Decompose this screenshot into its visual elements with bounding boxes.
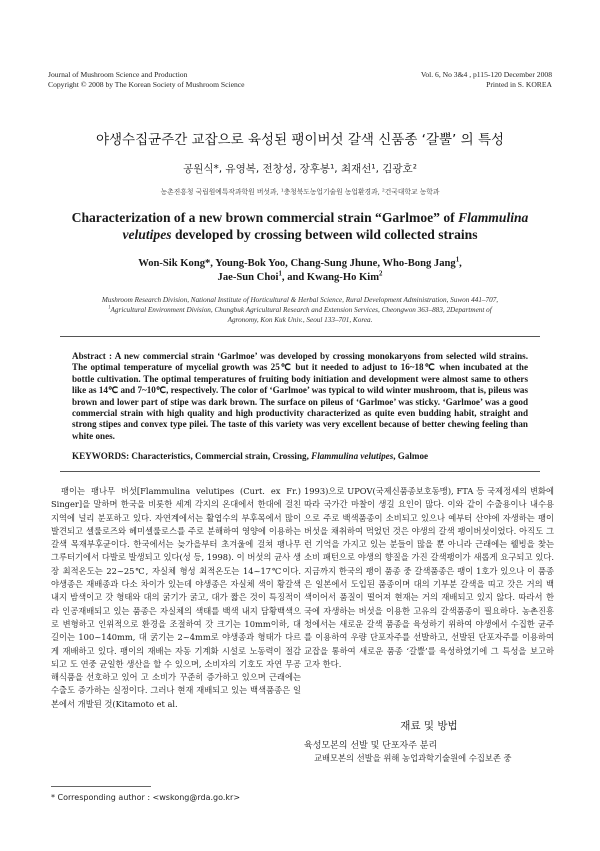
keywords-tail: , Galmoe [393,451,429,461]
english-title [60,209,540,243]
keywords-bottom-rule [60,471,540,472]
title-line-2: developed by crossing between wild collected strains [171,227,478,242]
printed-in: Printed in S. KOREA [486,80,552,89]
english-authors: Won-Sik Kong*, Young-Bok Yoo, Chang-Sung Jhune, Who-Bong Jang$^1$, Jae-Sun Choi$^1$, and Kwang-Ho Kim$^2$ [138,256,462,283]
korean-title: 야생수집균주간 교잡으로 육성된 팽이버섯 갈색 신품종 ‘갈뿔’ 의 특성 [95,132,505,148]
journal-name: Journal of Mushroom Science and Production [48,70,188,79]
affil-line-1: Mushroom Research Division, National Institute of Horticultural & Herbal Science, Rural Development Administration, Suwon 441–707, [101,296,499,304]
abstract-text: A new commercial strain ‘Garlmoe’ was developed by crossing monokaryons from selected wild strains. The optimal temperature of mycelial growth was 25℃ but it needed to adjust to 16~18℃ when incubated at the bottle cultivation. The optimal temperatures of fruiting body initiation and development were almost same to others like as 14℃ and 7~10℃, respectively. The color of ‘Garlmoe’ was typical to wild winter mushroom, that is, pileus was brown and lower part of stipe was dark brown. The surface on pileus of ‘Garlmoe’ was sticky. ‘Garlmoe’ was a good commercial strain with high quality and high productivity characterized as quite even budding habit, straight and strong stipes and convex type pilei. The taste of this variety was very excellent because of better chewing feeling than white ones. [72,351,528,441]
korean-authors: 공원식*, 유영복, 전창성, 장후봉¹, 최재선¹, 김광호² [183,163,417,175]
english-affiliations: Mushroom Research Division, National Institute of Horticultural & Herbal Science, Rural Development Administration, Suwon 441–707, $^1$Agricultural Environment Division, Chungbuk Agricultural Research and Extension Services, Cheongwon 363–883, 2Department of Agronomy, Kon Kuk Univ., Seoul 133–701, Korea. [70,295,530,325]
corresponding-author-footnote: * Corresponding author : <wskong@rda.go.kr> [51,793,241,802]
authors-line-2b: , and Kwang-Ho Kim [281,272,380,283]
affil-line-2: Agricultural Environment Division, Chungbuk Agricultural Research and Extension Services, Cheongwon 363–883, 2Department of [110,306,492,314]
body-right-continued [304,752,554,765]
authors-line-2a: Jae-Sun Choi [217,272,279,283]
abstract-top-rule [60,336,540,337]
keywords [72,451,528,461]
journal-header-right [421,70,552,90]
subsection-heading: 육성모본의 선발 및 단포자주 분리 [304,741,438,751]
footnote-rule [51,786,151,787]
title-genus: Flammulina [458,210,529,225]
abstract [72,351,528,442]
abstract-label: Abstract : [72,351,115,361]
title-species: velutipes [122,227,172,242]
section-heading: 재료 및 방법 [400,720,458,732]
copyright-line: Copyright © 2008 by The Korean Society of Mushroom Science [48,80,245,89]
keywords-label: KEYWORDS: [72,451,132,461]
body-right2-text: 교배모본의 선발을 위해 농업과학기술원에 수집보존 중 [314,753,512,763]
volume-info: Vol. 6, No 3&4 , p115-120 December 2008 [420,70,552,79]
korean-affiliations: 농촌진흥청 국립원예특작과학원 버섯과, ¹충청북도농업기술원 농업환경과, ²건국대학교 농학과 [160,188,440,196]
title-line-1: Characterization of a new brown commercial strain “Garlmoe” of [71,210,459,225]
body-left-text: 팽이는 팽나무 버섯[Flammulina velutipes (Curt. ex Fr.) Singer]을 말하며 한국을 비롯한 세계 각지의 온대에서 한대에 걸친 지역에 널리 분포하고 있다. 자연계에서는 활엽수의 부후목에서 많이 발견되고 셀룰로즈와 헤미셀룰로스를 주로 분해하여 영양에 이용하는 갈색 목재부후균이다. 한국에서는 늦가을부터 초겨울에 걸쳐 팽나무 그루터기에서 다발로 발생되고 있다(성 등, 1998). 이 버섯의 균사 생장 최적온도는 22~25℃, 자실체 형성 최적온도는 14~17℃이다. 야생종은 재배종과 다소 차이가 있는데 야생종은 자실체 색이 황갈색 내지 밤색이고 갓 형태와 대의 굵기가 굵고, 대가 짧은 것이 특징적이라 인공재배되고 있는 품종은 자실체의 색태를 백색 내지 담황백색으로 변형하고 인위적으로 환경을 조절하여 갓 크기는 10mm이하, 대 길이는 100~140mm, 대 굵기는 2~4mm로 야생종과 형태가 다르게 재배하고 있다. 팽이의 재배는 자동 기계화 시설로 노동력이 절감되고 도 연중 균일한 생산을 할 수 있으며, 소비자의 기호도 자연 무공해식품을 선호하고 있어 고 소비가 꾸준히 증가하고 있으며 근래에는 수출도 증가하는 실정이다. 그러나 현재 재배되고 있는 백색품종은 일본에서 개발된 것(Kitamoto et al. [51,486,301,709]
affil-line-3: Agronomy, Kon Kuk Univ., Seoul 133–701, Korea. [227,316,373,324]
body-right-text: 1993)으로 UPOV(국제신품종보호동맹), FTA 등 국제정세의 변화에 따라 국가간 마찰이 생길 요인이 많다. 이와 같이 수출용이나 내수용으로 주로 백색품종이 소비되고 있으나 예부터 산야에 자생하는 팽이버섯을 채취하여 먹었던 것은 야생의 갈색 팽이버섯이었다. 아직도 그런 기억을 가지고 있는 분들이 많을 뿐 아니라 근래에는 웰빙을 찾는 소비 패턴으로 야생의 향질을 가진 갈색팽이가 새롭게 요구되고 있다. 지금까지 한국의 팽이 품종 중 갈색품종은 팽이 1호가 있으나 이 품종은 일본에서 도입된 품종이며 대의 기부분 갈색을 띠고 갓은 거의 백색이어서 품질이 떨어져 현재는 거의 재배되고 있지 않다. 따라서 한국에 자생하는 버섯을 이용한 고유의 갈색품종이 필요하다. 농촌진흥청에서는 새로운 갈색 품종을 육성하기 위하여 야생에서 수집한 균주를 이용하여 우량 단포자주를 선발하고, 선발된 단포자주를 이용하여 교잡을 통하여 새로운 품종 ‘갈뿔’를 육성하였기에 그 특성을 보고하고자 한다. [304,486,554,669]
body-left-column [51,485,301,711]
journal-header-left [48,70,245,90]
keywords-italic: Flammulina velutipes [311,451,394,461]
authors-line-1: Won-Sik Kong*, Young-Bok Yoo, Chang-Sung Jhune, Who-Bong Jang [138,258,456,269]
keywords-text: Characteristics, Commercial strain, Crossing, [131,451,312,461]
body-right-column [304,485,554,671]
